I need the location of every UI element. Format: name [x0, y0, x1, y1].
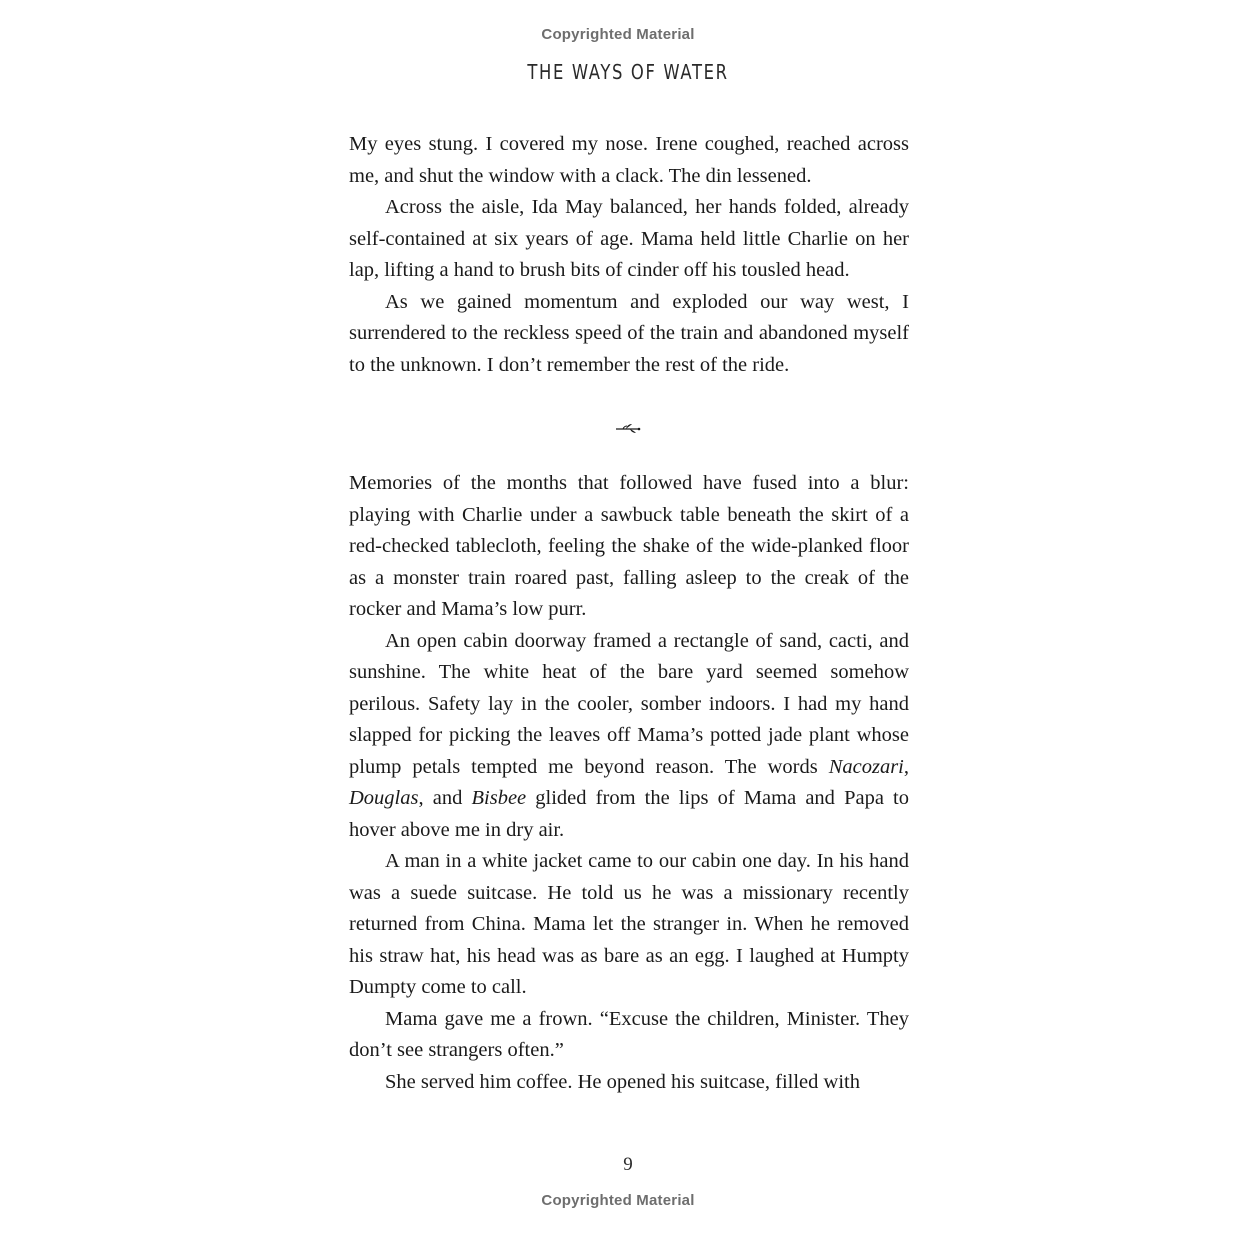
paragraph-text: , — [903, 755, 909, 778]
paragraph-text: glided from the lips of Mama and Papa to hover above me in dry air. — [349, 787, 910, 841]
copyright-watermark-bottom: Copyrighted Material — [541, 1192, 695, 1209]
place-name-italic: Nacozari — [828, 755, 904, 778]
running-head: THE WAYS OF WATER — [527, 60, 729, 84]
paragraph: She served him coffee. He opened his suitcase, filled with — [385, 1070, 860, 1093]
sprig-ornament-icon — [614, 418, 642, 438]
paragraph — [349, 626, 909, 847]
paragraph: Memories of the months that followed have fused into a blur: playing with Charlie under a sawbuck table beneath the skirt of a red-checked tablecloth, feeling the shake of the wide-planked floor as a monster train roared past, falling asleep to the creak of the rocker and Mama’s low purr. — [349, 472, 909, 620]
paragraph-text: , and — [418, 787, 472, 809]
page-number: 9 — [623, 1154, 633, 1175]
paragraph-text: An open cabin doorway framed a rectangle of sand, cacti, and sunshine. The white heat of the bare yard seemed somehow perilous. Safety lay in the cooler, somber indoors. I had my hand slapped for picking the leaves off Mama’s potted jade plant whose plump petals tempted me beyond reason. The words — [349, 629, 909, 778]
text-section-2 — [349, 468, 909, 1098]
copyright-watermark-top: Copyrighted Material — [541, 26, 695, 43]
paragraph: My eyes stung. I covered my nose. Irene coughed, reached across me, and shut the window with a clack. The din lessened. — [349, 133, 909, 187]
paragraph: Mama gave me a frown. “Excuse the children, Minister. They don’t see strangers often.” — [349, 1007, 909, 1061]
place-name-italic: Bisbee — [471, 787, 527, 809]
place-name-italic: Douglas — [349, 787, 419, 809]
paragraph: Across the aisle, Ida May balanced, her hands folded, already self-contained at six years of age. Mama held little Charlie on her lap, lifting a hand to brush bits of cinder off his tousled head. — [349, 196, 909, 281]
text-section-1 — [349, 129, 909, 381]
paragraph: A man in a white jacket came to our cabin one day. In his hand was a suede suitcase. He told us he was a missionary recently returned from China. Mama let the stranger in. When he removed his straw hat, his head was as bare as an egg. I laughed at Humpty Dumpty come to call. — [349, 850, 909, 998]
paragraph: As we gained momentum and exploded our way west, I surrendered to the reckless speed of the train and abandoned myself to the unknown. I don’t remember the rest of the ride. — [349, 290, 909, 376]
